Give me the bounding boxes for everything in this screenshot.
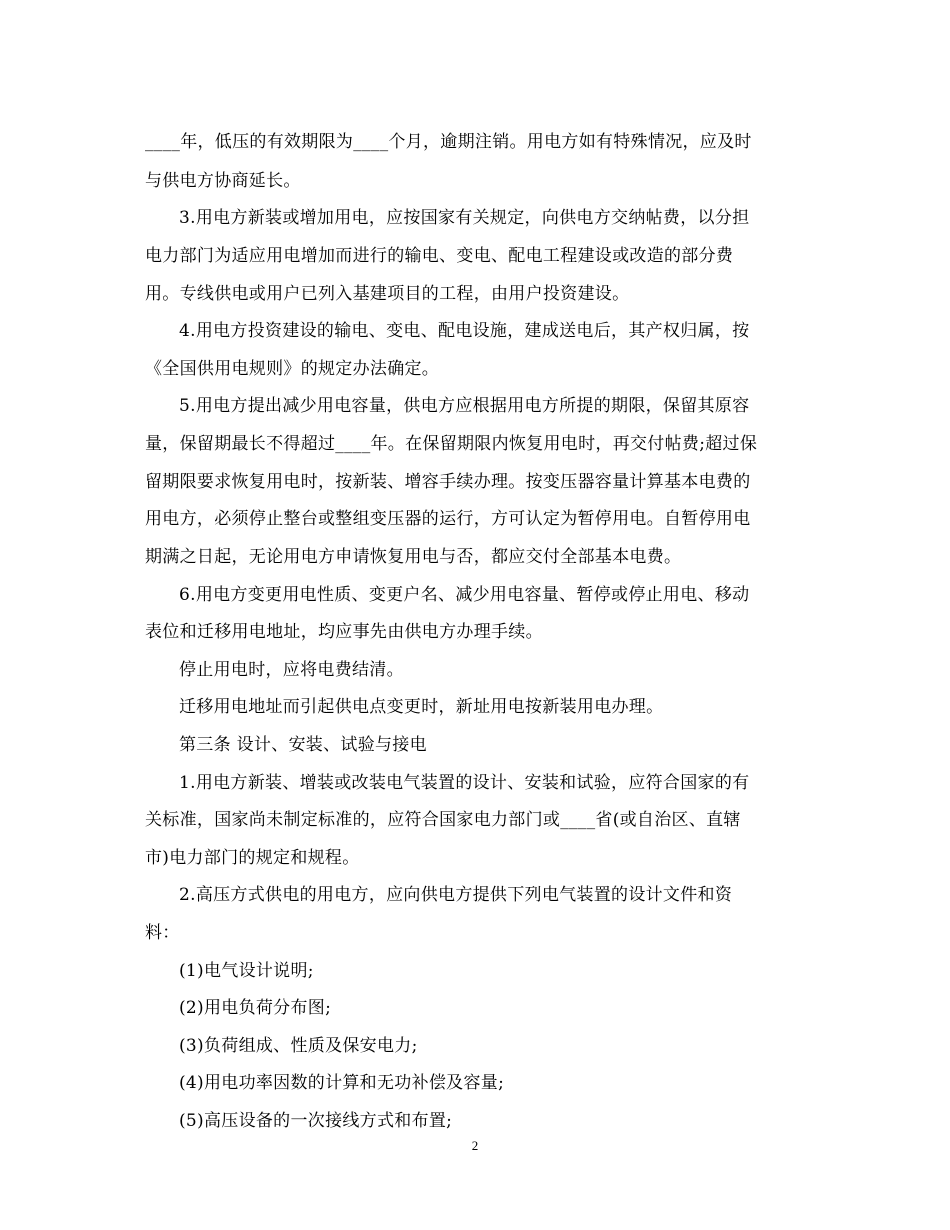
text-line: 电力部门为适应用电增加而进行的输电、变电、配电工程建设或改造的部分费 [145,246,734,266]
text-line: 2.高压方式供电的用电方，应向供电方提供下列电气装置的设计文件和资 [179,885,733,905]
list-item: (1)电气设计说明; [179,961,314,981]
text-line: ____年，低压的有效期限为____个月，逾期注销。用电方如有特殊情况，应及时 [145,132,752,152]
text-line: 5.用电方提出减少用电容量，供电方应根据用电方所提的期限，保留其原容 [179,396,750,416]
text-line: 料： [145,923,180,943]
text-line: 迁移用电地址而引起供电点变更时，新址用电按新装用电办理。 [179,697,664,717]
list-item: (4)用电功率因数的计算和无功补偿及容量; [179,1073,505,1093]
section-heading: 第三条 设计、安装、试验与接电 [179,735,427,755]
list-item: (2)用电负荷分布图; [179,998,332,1018]
text-line: 6.用电方变更用电性质、变更户名、减少用电容量、暂停或停止用电、移动 [179,585,750,605]
page-number: 2 [471,1138,479,1153]
text-line: 1.用电方新装、增装或改装电气装置的设计、安装和试验，应符合国家的有 [179,773,750,793]
text-line: 用。专线供电或用户已列入基建项目的工程，由用户投资建设。 [145,284,630,304]
text-line: 《全国供用电规则》的规定办法确定。 [145,359,440,379]
text-line: 表位和迁移用电地址，均应事先由供电方办理手续。 [145,622,543,642]
list-item: (3)负荷组成、性质及保安电力; [179,1036,418,1056]
text-line: 留期限要求恢复用电时，按新装、增容手续办理。按变压器容量计算基本电费的 [145,472,751,492]
text-line: 停止用电时，应将电费结清。 [179,660,404,680]
text-line: 与供电方协商延长。 [145,171,301,191]
text-line: 量，保留期最长不得超过____年。在保留期限内恢复用电时，再交付帖费;超过保 [145,434,758,454]
text-line: 期满之日起，无论用电方申请恢复用电与否，都应交付全部基本电费。 [145,547,682,567]
text-line: 市)电力部门的规定和规程。 [145,848,360,868]
list-item: (5)高压设备的一次接线方式和布置; [179,1111,453,1131]
text-line: 用电方，必须停止整台或整组变压器的运行，方可认定为暂停用电。自暂停用电 [145,509,751,529]
text-line: 4.用电方投资建设的输电、变电、配电设施，建成送电后，其产权归属，按 [179,321,750,341]
text-line: 关标准，国家尚未制定标准的，应符合国家电力部门或____省(或自治区、直辖 [145,810,741,830]
text-line: 3.用电方新装或增加用电，应按国家有关规定，向供电方交纳帖费，以分担 [179,208,750,228]
